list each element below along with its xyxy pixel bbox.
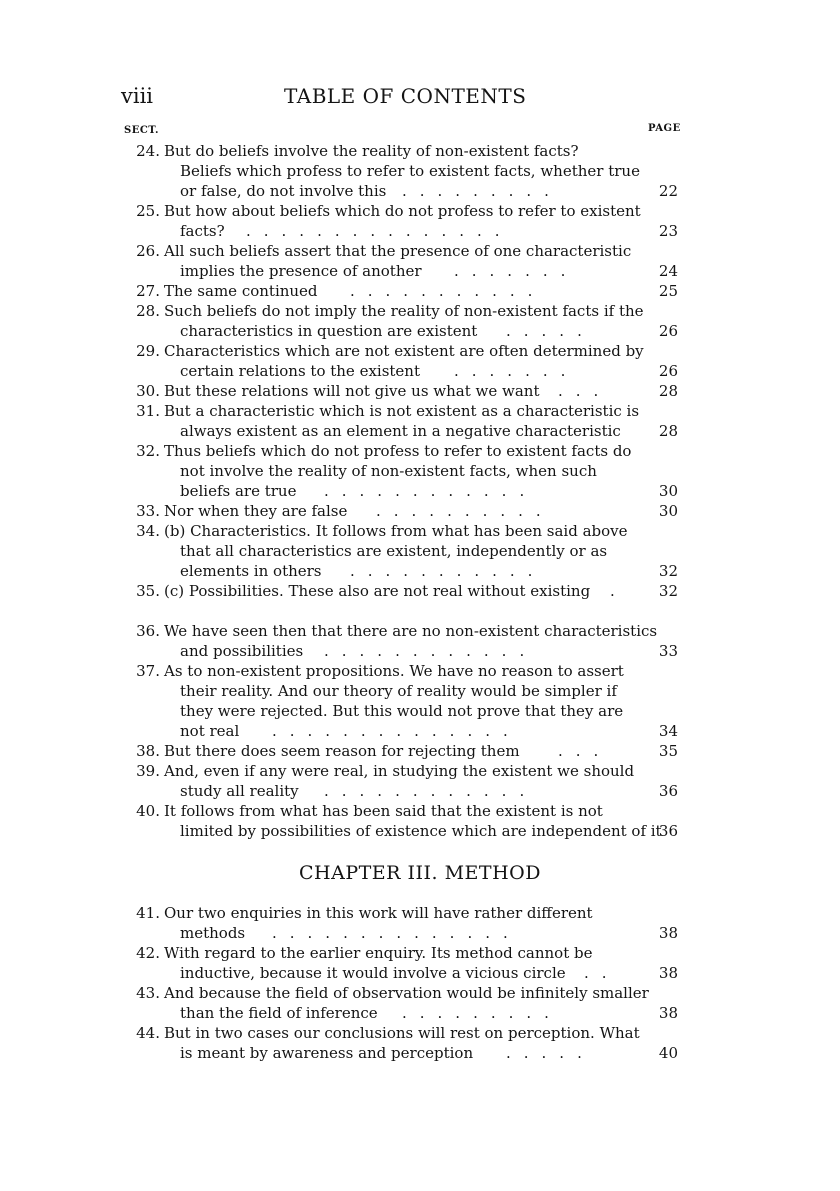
entry-text-line: they were rejected. But this would not prove that they are — [180, 702, 624, 720]
toc-entry — [0, 141, 840, 201]
entry-text-line: But how about beliefs which do not profess to refer to existent — [164, 202, 641, 220]
leader-dots: ............... — [246, 222, 513, 240]
page-number: 38 — [658, 964, 678, 982]
toc-entry — [0, 983, 840, 1023]
toc-entry — [0, 501, 840, 521]
entry-text-line: But a characteristic which is not existent as a characteristic is — [164, 402, 640, 420]
toc-entry — [0, 341, 840, 381]
leader-dots: ... — [558, 742, 612, 760]
section-number: 30. — [136, 382, 160, 400]
entry-text-line: (b) Characteristics. It follows from what has been said above — [164, 522, 628, 540]
entry-text-line: than the field of inference — [180, 1004, 378, 1022]
entry-text-line: (c) Possibilities. These also are not real without existing — [164, 582, 591, 600]
page-number: 38 — [658, 1004, 678, 1022]
leader-dots: . — [610, 582, 628, 600]
page-number: 28 — [658, 422, 678, 440]
entry-text-line: characteristics in question are existent — [180, 322, 478, 340]
entry-text-line: inductive, because it would involve a vicious circle — [180, 964, 566, 982]
section-number: 38. — [136, 742, 160, 760]
section-number: 28. — [136, 302, 160, 320]
entry-text-line: Beliefs which profess to refer to existent facts, whether true — [180, 162, 640, 180]
section-number: 26. — [136, 242, 160, 260]
page-number: 28 — [658, 382, 678, 400]
entry-text-line: limited by possibilities of existence which are independent of it — [180, 822, 662, 840]
section-number: 24. — [136, 142, 160, 160]
leader-dots: ....... — [454, 362, 579, 380]
toc-entry — [0, 621, 840, 661]
entry-text-line: As to non-existent propositions. We have no reason to assert — [164, 662, 624, 680]
toc-entry — [0, 521, 840, 581]
section-number: 37. — [136, 662, 160, 680]
page-number: 35 — [658, 742, 678, 760]
entry-text-line: implies the presence of another — [180, 262, 422, 280]
toc-entry — [0, 301, 840, 341]
entry-text-line: facts? — [180, 222, 225, 240]
entry-text-line: and possibilities — [180, 642, 304, 660]
section-number: 35. — [136, 582, 160, 600]
toc-entry — [0, 903, 840, 943]
entry-text-line: Thus beliefs which do not profess to refer to existent facts do — [164, 442, 632, 460]
leader-dots: .............. — [272, 722, 521, 740]
leader-dots: .............. — [272, 924, 521, 942]
toc-entry — [0, 943, 840, 983]
toc-entry — [0, 241, 840, 281]
toc-entry — [0, 801, 840, 841]
entry-text-line: not involve the reality of non-existent facts, when such — [180, 462, 597, 480]
entry-text-line: Nor when they are false — [164, 502, 348, 520]
page-folio: viii — [121, 84, 154, 108]
page-number: 24 — [658, 262, 678, 280]
entry-text-line: elements in others — [180, 562, 322, 580]
leader-dots: ............ — [324, 782, 538, 800]
entry-text-line: not real — [180, 722, 240, 740]
entry-text-line: study all reality — [180, 782, 299, 800]
page-number: 25 — [658, 282, 678, 300]
section-number: 41. — [136, 904, 160, 922]
section-number: 40. — [136, 802, 160, 820]
toc-entry — [0, 201, 840, 241]
page-number: 22 — [658, 182, 678, 200]
entry-text-line: But in two cases our conclusions will rest on perception. What — [164, 1024, 640, 1042]
leader-dots: ......... — [402, 1004, 562, 1022]
toc-entry — [0, 281, 840, 301]
entry-text-line: is meant by awareness and perception — [180, 1044, 474, 1062]
entry-text-line: And because the field of observation would be infinitely smaller — [164, 984, 649, 1002]
page-number: 30 — [658, 502, 678, 520]
entry-text-line: But do beliefs involve the reality of non-existent facts? — [164, 142, 579, 160]
section-number: 32. — [136, 442, 160, 460]
toc-entry — [0, 581, 840, 601]
section-number: 33. — [136, 502, 160, 520]
entry-text-line: With regard to the earlier enquiry. Its method cannot be — [164, 944, 593, 962]
leader-dots: ........... — [350, 562, 546, 580]
leader-dots: ............ — [324, 482, 538, 500]
leader-dots: .. — [584, 964, 620, 982]
toc-entry — [0, 441, 840, 501]
chapter-heading: CHAPTER III. METHOD — [299, 862, 541, 884]
entry-text-line: that all characteristics are existent, independently or as — [180, 542, 608, 560]
section-number: 31. — [136, 402, 160, 420]
entry-text-line: certain relations to the existent — [180, 362, 420, 380]
section-number: 25. — [136, 202, 160, 220]
page-number: 32 — [658, 582, 678, 600]
page-number: 32 — [658, 562, 678, 580]
section-number: 27. — [136, 282, 160, 300]
page-number: 26 — [658, 322, 678, 340]
page-number: 38 — [658, 924, 678, 942]
entry-text-line: Our two enquiries in this work will have rather different — [164, 904, 593, 922]
page-number: 34 — [658, 722, 678, 740]
toc-entry — [0, 761, 840, 801]
entry-text-line: always existent as an element in a negative characteristic — [180, 422, 621, 440]
entry-text-line: methods — [180, 924, 246, 942]
toc-entry — [0, 741, 840, 761]
section-number: 42. — [136, 944, 160, 962]
section-number: 36. — [136, 622, 160, 640]
page-column-label: PAGE — [648, 123, 681, 134]
page-number: 33 — [658, 642, 678, 660]
toc-entry — [0, 401, 840, 441]
page-number: 23 — [658, 222, 678, 240]
section-number: 43. — [136, 984, 160, 1002]
sect-column-label: SECT. — [124, 125, 159, 136]
section-number: 44. — [136, 1024, 160, 1042]
entry-text-line: And, even if any were real, in studying the existent we should — [164, 762, 635, 780]
page-number: 36 — [658, 782, 678, 800]
entry-text-line: Such beliefs do not imply the reality of non-existent facts if the — [164, 302, 644, 320]
entry-text-line: It follows from what has been said that the existent is not — [164, 802, 603, 820]
page-number: 40 — [658, 1044, 678, 1062]
entry-text-line: beliefs are true — [180, 482, 297, 500]
page-number: 30 — [658, 482, 678, 500]
leader-dots: ........... — [350, 282, 546, 300]
page-number: 36 — [658, 822, 678, 840]
leader-dots: ............ — [324, 642, 538, 660]
entry-text-line: But there does seem reason for rejecting them — [164, 742, 520, 760]
leader-dots: ... — [558, 382, 612, 400]
leader-dots: ..... — [506, 322, 595, 340]
toc-entry — [0, 661, 840, 741]
leader-dots: ......... — [402, 182, 562, 200]
entry-text-line: All such beliefs assert that the presence of one characteristic — [164, 242, 632, 260]
toc-entry — [0, 381, 840, 401]
entry-text-line: We have seen then that there are no non-existent characteristics — [164, 622, 658, 640]
section-number: 29. — [136, 342, 160, 360]
leader-dots: .......... — [376, 502, 554, 520]
section-number: 34. — [136, 522, 160, 540]
entry-text-line: their reality. And our theory of reality would be simpler if — [180, 682, 617, 700]
entry-text-line: But these relations will not give us what we want — [164, 382, 540, 400]
leader-dots: ....... — [454, 262, 579, 280]
leader-dots: ..... — [506, 1044, 595, 1062]
entry-text-line: or false, do not involve this — [180, 182, 387, 200]
toc-entry — [0, 1023, 840, 1063]
section-number: 39. — [136, 762, 160, 780]
page-number: 26 — [658, 362, 678, 380]
entry-text-line: Characteristics which are not existent are often determined by — [164, 342, 644, 360]
entry-text-line: The same continued — [164, 282, 318, 300]
running-head-title: TABLE OF CONTENTS — [284, 84, 527, 108]
